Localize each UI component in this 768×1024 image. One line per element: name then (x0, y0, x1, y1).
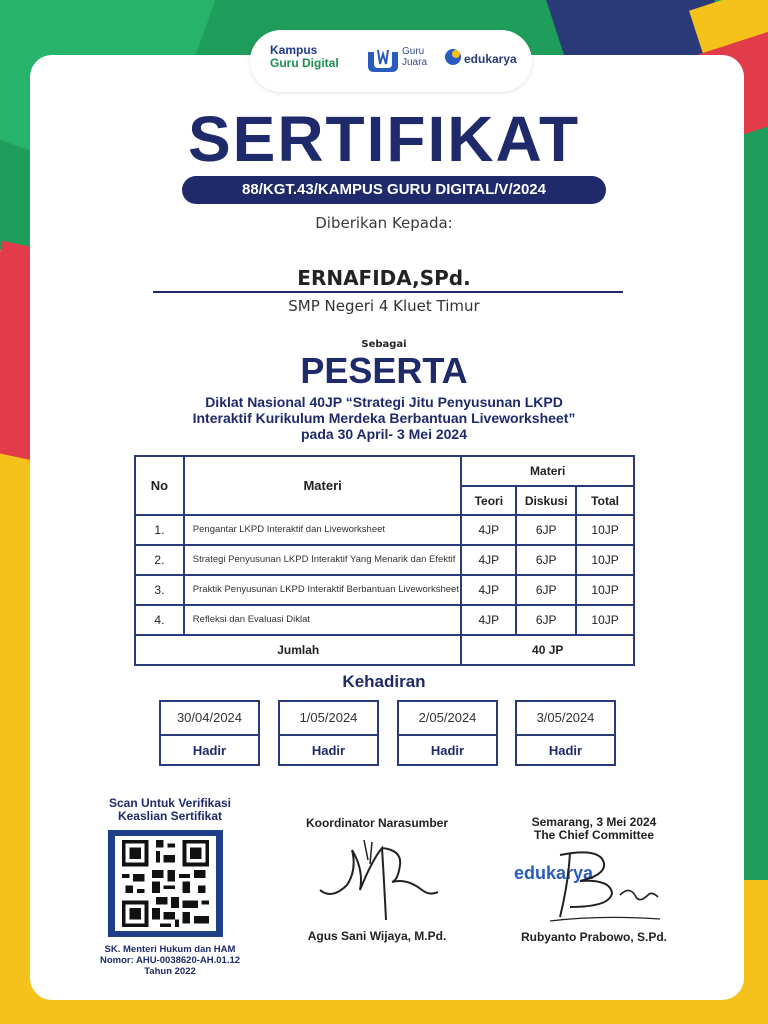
logo-text: Guru (402, 46, 425, 57)
row-no: 2. (135, 545, 184, 575)
attendance-status: Hadir (311, 743, 346, 758)
row-teori: 4JP (461, 575, 516, 605)
attendance-date: 1/05/2024 (280, 702, 377, 736)
qr-code[interactable] (115, 836, 216, 931)
row-teori: 4JP (461, 545, 516, 575)
header-materi: Materi (184, 456, 462, 515)
attendance-date: 2/05/2024 (399, 702, 496, 736)
table-row (135, 605, 634, 635)
table-row (135, 545, 634, 575)
row-diskusi: 6JP (516, 605, 576, 635)
edukarya-stamp-logo: edukarya (514, 863, 594, 883)
legal-info (70, 944, 270, 977)
row-no: 3. (135, 575, 184, 605)
header-total: Total (576, 486, 634, 515)
legal-line: Tahun 2022 (144, 966, 196, 977)
certificate-number: 88/KGT.43/KAMPUS GURU DIGITAL/V/2024 (182, 176, 606, 204)
table-row (135, 575, 634, 605)
verification-line: Scan Untuk Verifikasi (108, 796, 232, 810)
description-line: pada 30 April- 3 Mei 2024 (301, 426, 467, 442)
row-diskusi: 6JP (516, 515, 576, 545)
name-underline (153, 291, 623, 293)
row-materi: Strategi Penyusunan LKPD Interaktif Yang Menarik dan Efektif (184, 545, 462, 575)
attendance-status: Hadir (548, 743, 583, 758)
recipient-name: ERNAFIDA,SPd. (297, 266, 471, 290)
attendance-date: 3/05/2024 (517, 702, 614, 736)
row-materi: Refleksi dan Evaluasi Diklat (184, 605, 462, 635)
row-teori: 4JP (461, 605, 516, 635)
chief-title: The Chief Committee (533, 828, 654, 842)
sum-value: 40 JP (461, 635, 634, 665)
attendance-status: Hadir (192, 743, 227, 758)
header-diskusi: Diskusi (516, 486, 576, 515)
training-description (140, 394, 628, 442)
chief-name: Rubyanto Prabowo, S.Pd. (520, 930, 667, 944)
table-row (135, 515, 634, 545)
header-teori: Teori (461, 486, 516, 515)
row-total: 10JP (576, 605, 634, 635)
attendance-box (159, 700, 260, 766)
logo-text: Kampus (270, 43, 318, 57)
attendance-box (515, 700, 616, 766)
logo-text: Juara (402, 57, 428, 68)
legal-line: SK. Menteri Hukum dan HAM (104, 944, 236, 955)
row-total: 10JP (576, 545, 634, 575)
guru-juara-icon (366, 48, 400, 72)
row-diskusi: 6JP (516, 545, 576, 575)
edukarya-icon (444, 48, 462, 66)
role-title: PESERTA (300, 350, 468, 391)
page-title: SERTIFIKAT (187, 103, 581, 175)
as-label: Sebagai (361, 339, 407, 350)
row-total: 10JP (576, 575, 634, 605)
attendance-title: Kehadiran (342, 672, 426, 691)
row-materi: Pengantar LKPD Interaktif dan Liveworksheet (184, 515, 462, 545)
attendance-box (397, 700, 498, 766)
row-teori: 4JP (461, 515, 516, 545)
recipient-institution: SMP Negeri 4 Kluet Timur (288, 297, 480, 315)
sum-label: Jumlah (135, 635, 461, 665)
description-line: Interaktif Kurikulum Merdeka Berbantuan Liveworksheet” (192, 410, 576, 426)
header-group: Materi (461, 456, 634, 486)
description-line: Diklat Nasional 40JP “Strategi Jitu Penyusunan LKPD (205, 394, 563, 410)
kampus-guru-digital-logo (270, 44, 339, 70)
logo-text: Guru Digital (270, 56, 339, 70)
verification-label (80, 797, 260, 823)
row-no: 4. (135, 605, 184, 635)
verification-line: Keaslian Sertifikat (117, 809, 223, 823)
coordinator-signature (312, 830, 442, 926)
materi-table (134, 455, 635, 666)
given-to-label: Diberikan Kepada: (315, 214, 453, 232)
table-sum-row (135, 635, 634, 665)
guru-juara-logo (402, 46, 427, 68)
attendance-date: 30/04/2024 (161, 702, 258, 736)
coordinator-title: Koordinator Narasumber (305, 816, 449, 830)
chief-signature (540, 845, 670, 930)
header-no: No (135, 456, 184, 515)
row-total: 10JP (576, 515, 634, 545)
coordinator-name: Agus Sani Wijaya, M.Pd. (307, 929, 447, 943)
row-diskusi: 6JP (516, 575, 576, 605)
logo-bar (250, 30, 532, 92)
attendance-box (278, 700, 379, 766)
chief-header (490, 816, 698, 842)
row-materi: Praktik Penyusunan LKPD Interaktif Berbantuan Liveworksheet (184, 575, 462, 605)
row-no: 1. (135, 515, 184, 545)
attendance-status: Hadir (430, 743, 465, 758)
edukarya-logo: edukarya (464, 52, 517, 66)
place-date: Semarang, 3 Mei 2024 (531, 815, 657, 829)
legal-line: Nomor: AHU-0038620-AH.01.12 (99, 955, 241, 966)
